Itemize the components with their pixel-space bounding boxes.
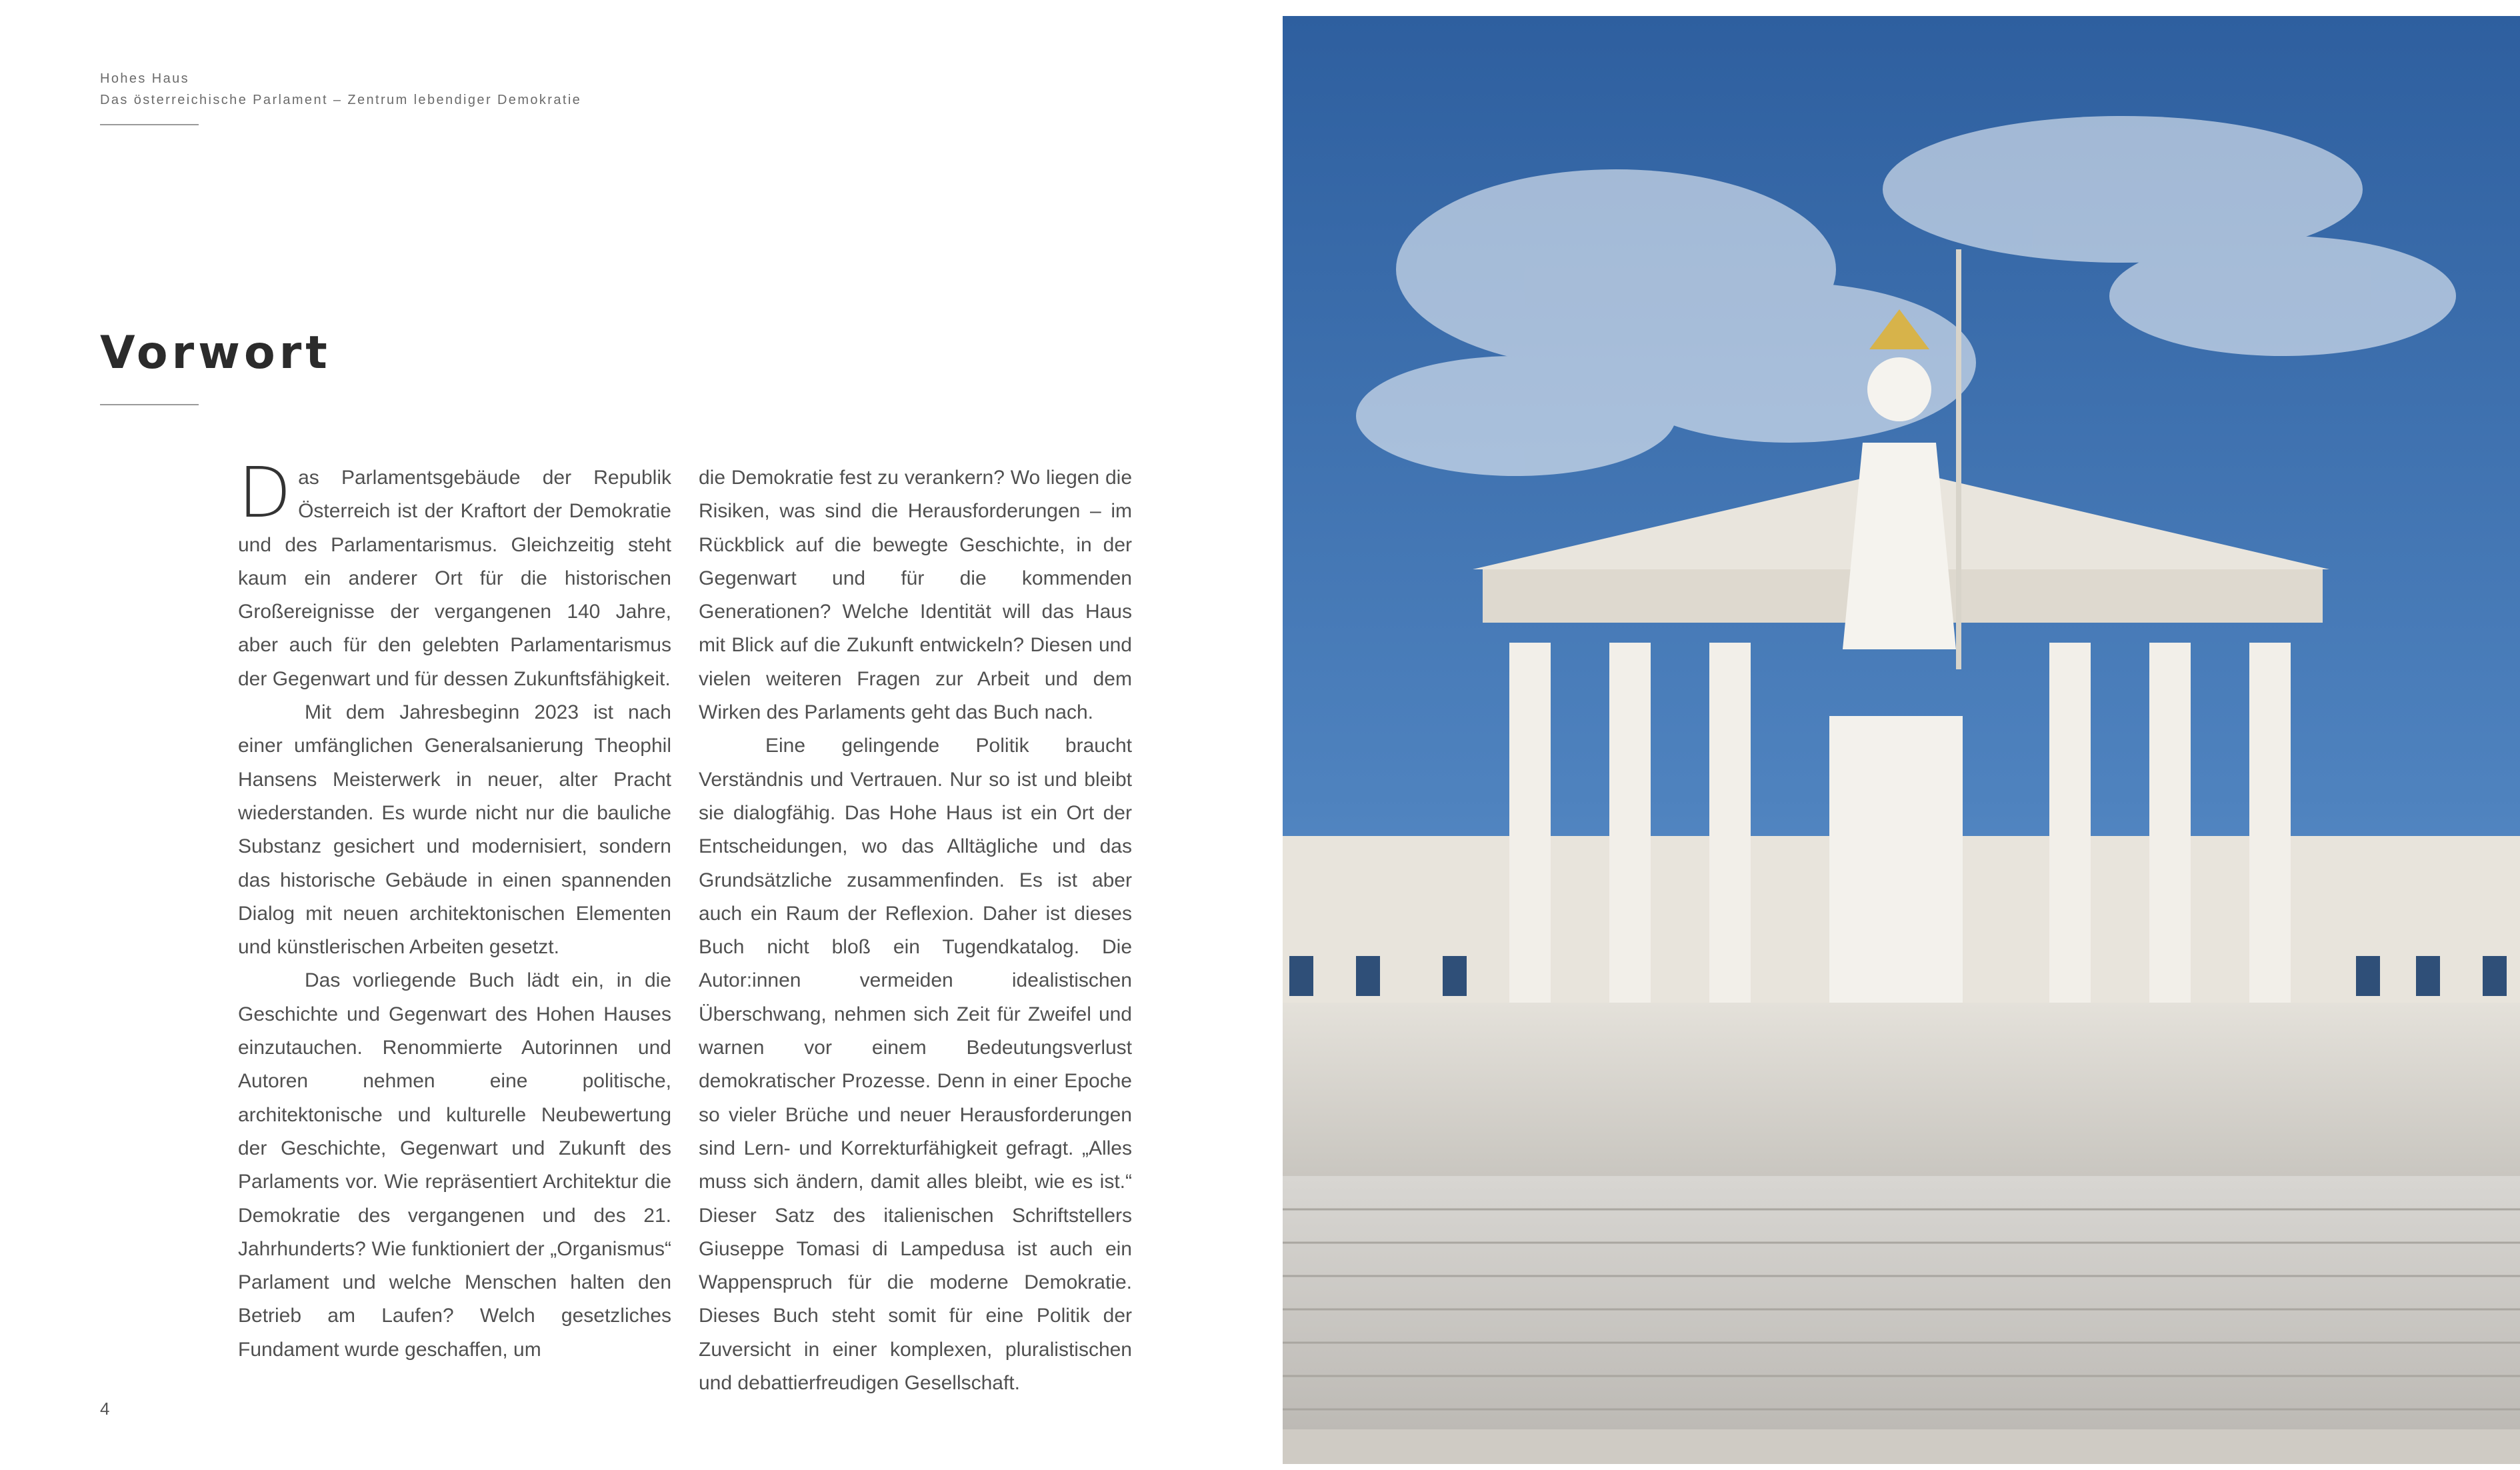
parliament-photo	[1283, 16, 2520, 1464]
terrace-wall	[1283, 1003, 2520, 1176]
paragraph	[238, 452, 671, 696]
paragraph: die Demokratie fest zu verankern? Wo liegen die Risiken, was sind die Herausforderungen – im Rückblick auf die bewegte Geschichte, in der Gegenwart und für die kommenden Generationen? Welche Identität will das Haus mit Blick auf die Zukunft entwickeln? Diesen und vielen weiteren Fragen zur Arbeit und dem Wirken des Parlaments geht das Buch nach.	[699, 467, 1132, 724]
text-column-left	[238, 452, 671, 1367]
paragraph: Eine gelingende Politik braucht Verständnis und Vertrauen. Nur so ist und bleibt sie dialogfähig. Das Hohe Haus ist ein Ort der Entscheidungen, wo das Alltägliche und das Grundsätzliche zusammenfinden. Es ist aber auch ein Raum der Reflexion. Daher ist dieses Buch nicht bloß ein Tugendkatalog. Die Autor:innen vermeiden idealistischen Überschwang, nehmen sich Zeit für Zweifel und warnen vor einem Bedeutungsverlust demokratischer Prozesse. Denn in einer Epoche so vieler Brüche und neuer Herausforderungen sind Lern- und Korrekturfähigkeit gefragt. „Alles muss sich ändern, damit alles bleibt, wie es ist.“ Dieser Satz des italienischen Schriftstellers Giuseppe Tomasi di Lampedusa ist auch ein Wappenspruch für die moderne Demokratie. Dieses Buch steht somit für eine Politik der Zuversicht in einer komplexen, pluralistischen und debattierfreudigen Gesellschaft.	[699, 735, 1132, 1395]
paragraph: Das vorliegende Buch lädt ein, in die Geschichte und Gegenwart des Hohen Hauses einzutauchen. Renommierte Autorinnen und Autoren nehmen eine politische, architektonische und kulturelle Neubewertung der Geschichte, Gegenwart und Zukunft des Parlaments vor. Wie repräsentiert Architektur die Demokratie des vergangenen und des 21. Jahrhunderts? Wie funktioniert der „Organismus“ Parlament und welche Menschen halten den Betrieb am Laufen? Welch gesetzliches Fundament wurde geschaffen, um	[238, 969, 671, 1361]
book-title: Hohes Haus	[100, 71, 190, 86]
running-head	[100, 68, 581, 111]
spear	[1956, 249, 1961, 669]
staircase	[1283, 1176, 2520, 1429]
paragraph-text: as Parlamentsgebäude der Republik Österreich ist der Kraftort der Demokratie und des Parlamentarismus. Gleichzeitig steht kaum ein anderer Ort für die historischen Großereignisse der vergangenen 140 Jahre, aber auch für den gelebten Parlamentarismus der Gegenwart und für dessen Zukunftsfähigkeit.	[238, 467, 671, 690]
athena-statue	[1843, 443, 1956, 649]
fountain-column	[1829, 716, 1963, 1049]
page-title: Vorwort	[100, 327, 331, 379]
page-number: 4	[100, 1399, 110, 1419]
title-rule	[100, 404, 199, 405]
paragraph: Mit dem Jahresbeginn 2023 ist nach einer umfänglichen Generalsanierung Theophil Hansens Meisterwerk in neuer, alter Pracht wiederstanden. Es wurde nicht nur die bauliche Substanz gesichert und modernisiert, sondern das historische Gebäude in einen spannenden Dialog mit neuen architektonischen Elementen und künstlerischen Arbeiten gesetzt.	[238, 701, 671, 959]
text-column-right	[699, 461, 1132, 1400]
drop-cap: D	[238, 452, 292, 533]
pavement	[1283, 1429, 2520, 1464]
header-rule	[100, 124, 199, 125]
book-subtitle: Das österreichische Parlament – Zentrum lebendiger Demokratie	[100, 93, 582, 107]
statue-head	[1867, 357, 1931, 421]
